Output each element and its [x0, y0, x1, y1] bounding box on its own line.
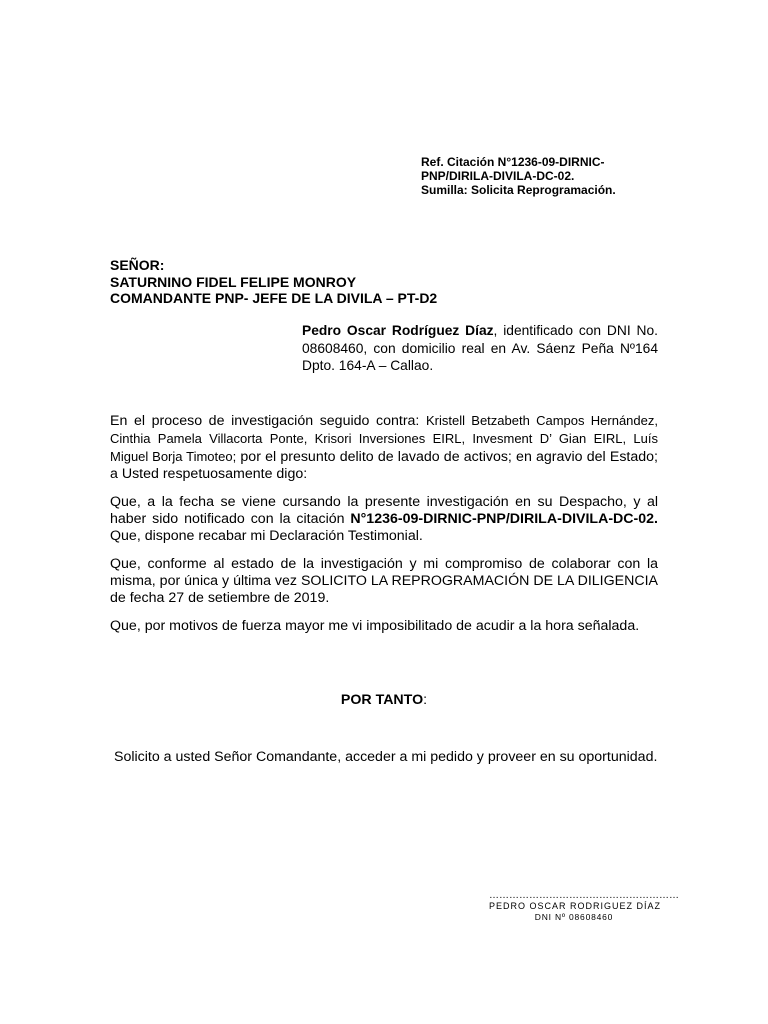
addressee-name: SATURNINO FIDEL FELIPE MONROY [110, 273, 357, 290]
por-tanto-label: POR TANTO [340, 692, 424, 708]
paragraph-citation [110, 494, 658, 545]
reference-block [421, 155, 681, 197]
letter-body [110, 412, 658, 646]
paragraph-text: Que, dispone recabar mi Declaración Testimonial. [110, 528, 423, 544]
paragraph-request: Que, conforme al estado de la investigación y mi compromiso de colaborar con la misma, por única y última vez SOLICITO LA REPROGRAMACIÓN DE LA DILIGENCIA de fecha 27 de setiembre de 2019. [110, 556, 658, 606]
signer-dni: DNI Nº 08608460 [534, 912, 614, 922]
citation-number: N°1236-09-DIRNIC-PNP/DIRILA-DIVILA-DC-02. [350, 511, 658, 527]
closing-request: Solicito a usted Señor Comandante, acceder a mi pedido y proveer en su oportunidad. [114, 749, 658, 765]
signature-line: ………………………………………………… [489, 890, 679, 901]
paragraph-reason: Que, por motivos de fuerza mayor me vi imposibilitado de acudir a la hora señalada. [110, 618, 640, 634]
signature-block [489, 890, 679, 923]
paragraph-text: Que, a la fecha se viene cursando la presente investigación en su Despacho, y al haber sido notificado con la citación [110, 494, 658, 527]
addressee-block [110, 257, 630, 307]
investigated-parties: Kristell Betzabeth Campos Hernández, Cinthia Pamela Villacorta Ponte, Krisori Inversiones EIRL, Invesment D’ Gian EIRL, Luís Miguel Borja Timoteo; [110, 413, 658, 464]
por-tanto-heading [110, 692, 658, 709]
addressee-title: COMANDANTE PNP- JEFE DE LA DIVILA – PT-D2 [110, 290, 438, 306]
paragraph-text: por el presunto delito de lavado de activos; en agravio del Estado; a Usted respetuosamente digo: [110, 449, 658, 482]
summary-line: Sumilla: Solicita Reprogramación. [421, 183, 616, 197]
reference-citation-line: PNP/DIRILA-DIVILA-DC-02. [421, 169, 575, 183]
applicant-details: , identificado con DNI No. 08608460, con domicilio real en Av. Sáenz Peña Nº164 Dpto. 164-A – Callao. [302, 323, 658, 373]
por-tanto-colon: : [423, 692, 428, 708]
applicant-name: Pedro Oscar Rodríguez Díaz [302, 323, 494, 338]
signer-name: PEDRO OSCAR RODRIGUEZ DÍAZ [489, 901, 662, 911]
applicant-identification [302, 322, 658, 375]
reference-citation-line: Ref. Citación N°1236-09-DIRNIC- [421, 155, 605, 169]
salutation: SEÑOR: [110, 257, 165, 273]
paragraph-investigation [110, 412, 658, 483]
paragraph-text: En el proceso de investigación seguido contra: [110, 413, 426, 429]
